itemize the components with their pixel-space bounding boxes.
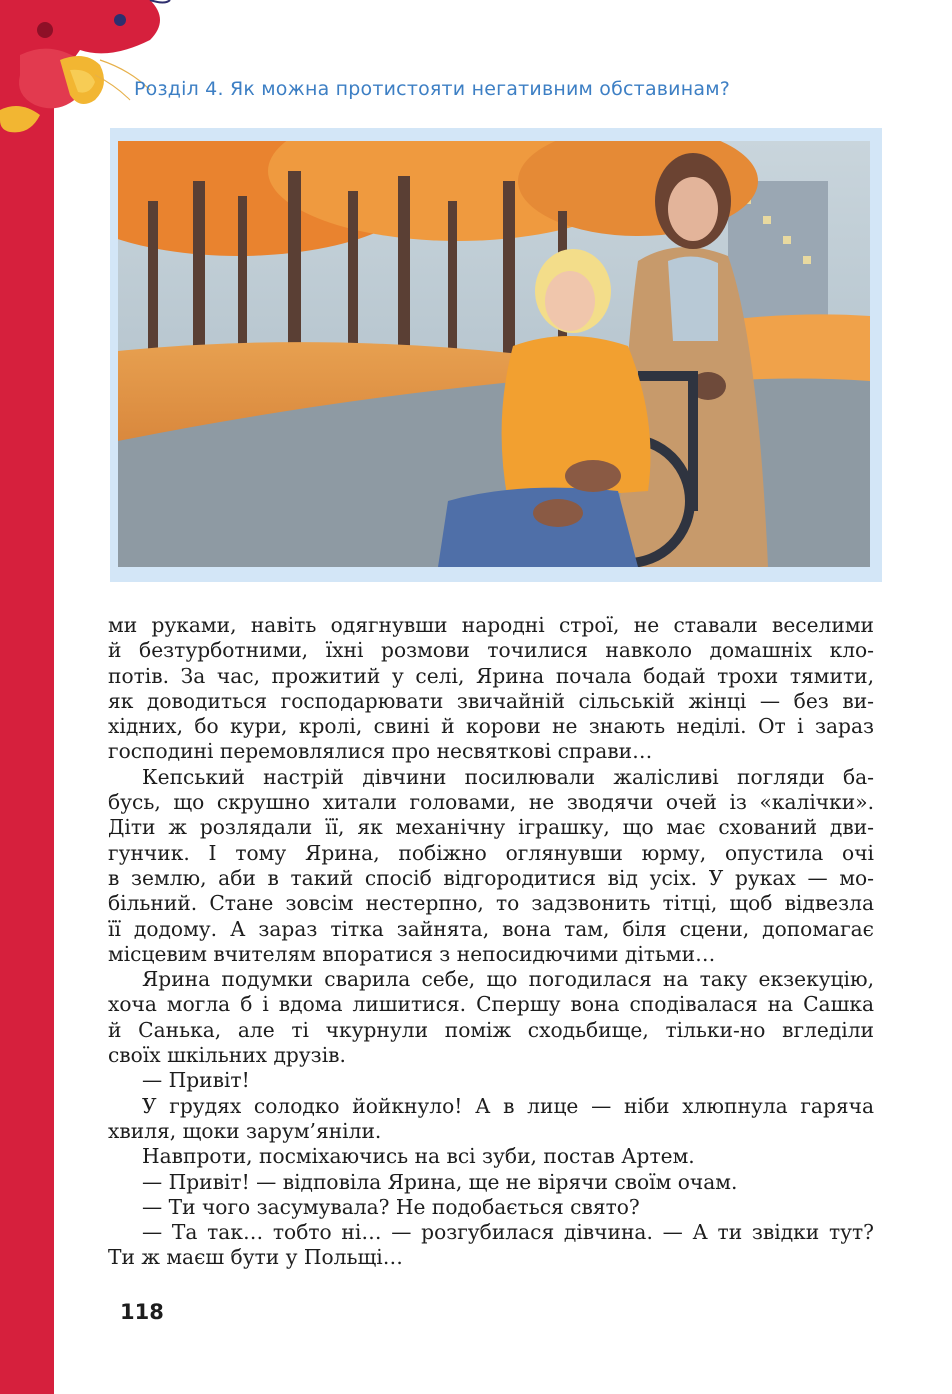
text-line: хоча могла б і вдома лишитися. Спершу вона сподівалася на Сашка (108, 992, 874, 1017)
text-line: Кепський настрій дівчини посилювали жалісливі погляди ба- (142, 764, 874, 789)
story-text (108, 613, 874, 1271)
text-line: й Санька, але ті чкурнули поміж сходьбище, тільки-но вгледіли (108, 1017, 874, 1042)
text-line: господині перемовлялися про несвяткові справи… (108, 739, 653, 764)
text-line: в землю, аби в такий спосіб відгородитися від усіх. У руках — мо- (108, 865, 874, 890)
text-line: Ти ж маєш бути у Польщі… (108, 1245, 403, 1270)
text-line: своїх шкільних друзів. (108, 1043, 346, 1068)
corner-decoration-icon (0, 0, 190, 140)
text-line: її додому. А зараз тітка зайнята, вона там, біля сцени, допомагає (108, 916, 874, 941)
text-line: бусь, що скрушно хитали головами, не зводячи очей із «калічки». (108, 790, 874, 815)
text-line: хідних, бо кури, кролі, свині й корови не знають неділі. От і зараз (108, 714, 874, 739)
text-line: гунчик. І тому Ярина, побіжно оглянувши юрму, опустила очі (108, 840, 874, 865)
chapter-title: Розділ 4. Як можна протистояти негативним обставинам? (134, 78, 731, 100)
text-line: ми руками, навіть одягнувши народні строї, не ставали веселими (108, 613, 874, 637)
text-line: — Та так… тобто ні… — розгубилася дівчина. — А ти звідки тут? (142, 1220, 874, 1245)
text-line: й безтурботними, їхні розмови точилися навколо домашніх кло- (108, 638, 874, 663)
text-line: місцевим вчителям впоратися з непосидючими дітьми… (108, 941, 716, 966)
left-color-strip (0, 0, 54, 1394)
text-line: — Привіт! (142, 1068, 250, 1093)
autumn-park-illustration (118, 141, 870, 567)
text-line: — Ти чого засумувала? Не подобається свято? (142, 1194, 640, 1219)
text-line: Діти ж розлядали її, як механічну іграшку, що має схований дви- (108, 815, 874, 840)
text-line: як доводиться господарювати звичайній сільській жінці — без ви- (108, 688, 874, 713)
text-line: Ярина подумки сварила себе, що погодилася на таку екзекуцію, (142, 967, 874, 992)
text-line: хвиля, щоки зарум’яніли. (108, 1118, 382, 1143)
text-line: — Привіт! — відповіла Ярина, ще не вірячи своїм очам. (142, 1169, 738, 1194)
text-line: більний. Стане зовсім нестерпно, то задзвонить тітці, щоб відвезла (108, 891, 874, 916)
text-line: потів. За час, прожитий у селі, Ярина почала бодай трохи тямити, (108, 663, 874, 688)
page-number: 118 (120, 1300, 164, 1324)
text-line: У грудях солодко йойкнуло! А в лице — ніби хлюпнула гаряча (142, 1093, 874, 1118)
text-line: Навпроти, посміхаючись на всі зуби, постав Артем. (142, 1144, 695, 1169)
